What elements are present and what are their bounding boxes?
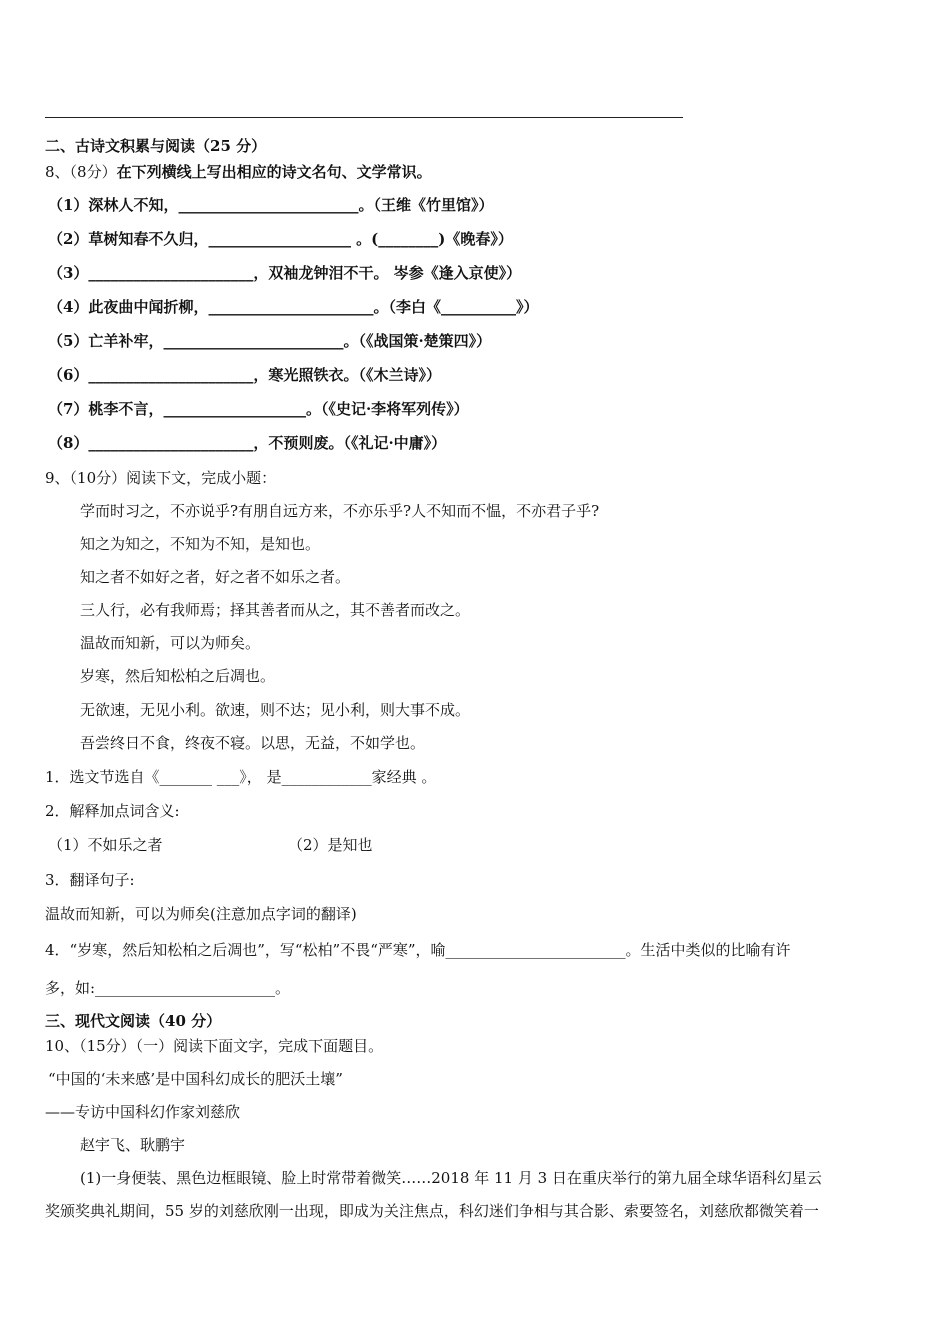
q8-item-3: （3）______________________，双袖龙钟泪不干。 岑参《逢入京使》）: [48, 264, 522, 282]
q9-passage-line-2: 知之为知之，不知为不知，是知也。: [80, 535, 321, 553]
article-paragraph-1-line-1: (1)一身便装、黑色边框眼镜、脸上时常带着微笑……2018 年 11 月 3 日在重庆举行的第九届全球华语科幻星云: [80, 1169, 822, 1187]
article-title: “中国的‘未来感’是中国科幻成长的肥沃土壤”: [48, 1070, 343, 1088]
q8-item-4: （4）此夜曲中闻折柳，______________________。（李白《__________》）: [48, 298, 539, 316]
q9-sub2-part2: （2）是知也: [288, 836, 373, 854]
q9-sub1: 1．选文节选自《_______ ___》， 是____________家经典 。: [45, 768, 437, 786]
q8-instruction: 在下列横线上写出相应的诗文名句、文学常识。: [116, 163, 432, 181]
q9-sub2-part1: （1）不如乐之者: [48, 836, 163, 854]
q8-item-8: （8）______________________，不预则废。（《礼记·中庸》）: [48, 434, 447, 452]
q9-passage-line-5: 温故而知新，可以为师矣。: [80, 634, 261, 652]
q8-item-7: （7）桃李不言，___________________。（《史记·李将军列传》）: [48, 400, 469, 418]
q9-passage-line-8: 吾尝终日不食，终夜不寝。以思，无益，不如学也。: [80, 734, 426, 752]
q9-passage-line-6: 岁寒，然后知松柏之后凋也。: [80, 667, 276, 685]
q8-stem: [45, 162, 432, 182]
q10-stem: 10、（15分）（一）阅读下面文字，完成下面题目。: [45, 1037, 384, 1055]
q9-passage-line-1: 学而时习之，不亦说乎?有朋自远方来，不亦乐乎?人不知而不愠，不亦君子乎?: [80, 502, 600, 520]
q9-sub2: 2．解释加点词含义:: [45, 802, 180, 820]
article-paragraph-1-line-2: 奖颁奖典礼期间，55 岁的刘慈欣刚一出现，即成为关注焦点，科幻迷们争相与其合影、索要签名，刘慈欣都微笑着一: [45, 1202, 819, 1220]
section3-title: 三、现代文阅读（40 分）: [45, 1012, 222, 1030]
q8-item-1: （1）深林人不知，________________________。（王维《竹里馆》）: [48, 196, 494, 214]
section2-title: 二、古诗文积累与阅读（25 分）: [45, 137, 267, 155]
q9-stem: 9、（10分）阅读下文，完成小题：: [45, 469, 277, 487]
q9-passage-line-7: 无欲速，无见小利。欲速，则不达；见小利，则大事不成。: [80, 701, 471, 719]
q9-sub4-line1: 4．“岁寒，然后知松柏之后凋也”，写“松柏”不畏“严寒”，喻________________________。生活中类似的比喻有许: [45, 941, 791, 959]
article-authors: 赵宇飞、耿鹏宇: [80, 1136, 186, 1154]
q8-item-2: （2）草树知春不久归，___________________ 。(________)《晚春》）: [48, 230, 513, 248]
top-divider-line: [45, 117, 683, 118]
article-subtitle: ——专访中国科幻作家刘慈欣: [45, 1103, 241, 1121]
q9-sub3: 3．翻译句子:: [45, 871, 135, 889]
q8-number: 8、（8分）: [45, 163, 117, 181]
q9-sub4-line2: 多，如:________________________。: [45, 979, 291, 997]
q9-passage-line-3: 知之者不如好之者，好之者不如乐之者。: [80, 568, 351, 586]
q9-passage-line-4: 三人行，必有我师焉；择其善者而从之，其不善者而改之。: [80, 601, 471, 619]
q8-item-6: （6）______________________，寒光照铁衣。（《木兰诗》）: [48, 366, 441, 384]
q9-sub3-sentence: 温故而知新，可以为师矣(注意加点字词的翻译): [45, 905, 357, 923]
q8-item-5: （5）亡羊补牢，________________________。（《战国策·楚策四》）: [48, 332, 492, 350]
